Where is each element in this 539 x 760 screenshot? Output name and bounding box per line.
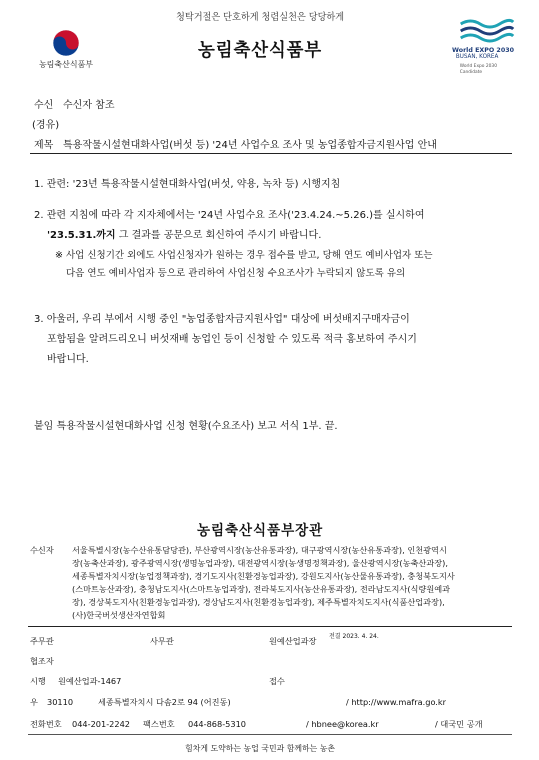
recipients-label: 수신자 <box>30 545 54 555</box>
footer-divider <box>28 734 512 735</box>
office-address: 세종특별자치시 다솜2로 94 (어진동) <box>98 697 231 707</box>
expo-small-2: Candidate <box>459 70 483 75</box>
subject-value: 특용작물시설현대화사업(버섯 등) '24년 사업수요 조사 및 농업종합자금지원사업 안내 <box>63 140 437 151</box>
item-3-line-3: 바랍니다. <box>47 354 89 365</box>
signoff-date: 전결 2023. 4. 24. <box>329 633 379 640</box>
disclosure-status: / 대국민 공개 <box>435 719 483 729</box>
recipients-line-6: (사)한국버섯생산자연합회 <box>72 610 166 620</box>
exec-value: 원예산업과-1467 <box>58 676 122 686</box>
postal-label: 우 <box>30 697 38 707</box>
note-line-1: ※ 사업 신청기간 외에도 사업신청자가 원하는 경우 접수를 받고, 당해 연도 예비사업자 또는 <box>55 250 433 261</box>
phone-label: 전화번호 <box>30 719 62 729</box>
staff-label: 주무관 <box>30 636 54 646</box>
item-1: 1. 관련: '23년 특용작물시설현대화사업(버섯, 약용, 녹차 등) 시행지침 <box>34 179 341 190</box>
item-3-line-1: 3. 아울러, 우리 부에서 시행 중인 "농업종합자금지원사업" 대상에 버섯배지구매자금이 <box>34 314 410 325</box>
slogan: 청탁거절은 단호하게 청렴실천은 당당하게 <box>175 12 345 23</box>
fax-label: 팩스번호 <box>143 719 175 729</box>
recipients-divider <box>28 626 512 627</box>
subject-label: 제목 <box>34 140 54 151</box>
expo-wave-icon <box>457 16 515 44</box>
recipient-value: 수신자 참조 <box>63 100 115 111</box>
phone-number: 044-201-2242 <box>72 719 131 729</box>
attachment: 붙임 특용작물시설현대화사업 신청 현황(수요조사) 보고 서식 1부. 끝. <box>34 421 338 432</box>
subject-divider <box>30 153 512 154</box>
manager-label: 사무관 <box>150 636 174 646</box>
expo-logo <box>452 16 520 80</box>
sender-title: 농림축산식품부장관 <box>196 523 324 539</box>
item-2-line-2-rest: 그 결과를 공문으로 회신하여 주시기 바랍니다. <box>115 230 322 241</box>
director-label: 원예산업과장 <box>269 636 317 646</box>
note-line-2: 다음 연도 예비사업자 등으로 관리하여 사업신청 수요조사가 누락되지 않도록 유의 <box>66 268 406 279</box>
deadline-date: '23.5.31.까지 <box>47 230 116 241</box>
receipt-label: 접수 <box>269 676 285 686</box>
item-3-line-2: 포함됨을 알려드리오니 버섯재배 농업인 등이 신청할 수 있도록 적극 홍보하여 주시기 <box>47 334 417 345</box>
recipients-line-4: (스마트농산과장), 충청남도지사(스마트농업과장), 전라북도지사(농산유통과장), 전라남도지사(식량원예과 <box>72 584 451 594</box>
recipients-line-2: 장(농축산과장), 광주광역시장(생명농업과장), 대전광역시장(농생명정책과장), 울산광역시장(농축산과장), <box>72 558 448 568</box>
expo-small-1: World Expo 2030 <box>459 64 497 69</box>
ministry-title: 농림축산식품부 <box>197 40 323 61</box>
recipients-line-5: 장), 경상북도지사(친환경농업과장), 경상남도지사(친환경농업과장), 제주특별자치도지사(식품산업과장), <box>72 597 445 607</box>
item-2-line-1: 2. 관련 지침에 따라 각 지자체에서는 '24년 사업수요 조사('23.4.24.~5.26.)를 실시하여 <box>34 210 425 221</box>
via-label: (경유) <box>32 120 60 131</box>
postal-code: 30110 <box>47 697 74 707</box>
fax-number: 044-868-5310 <box>188 719 247 729</box>
footer-motto: 힘차게 도약하는 농업 국민과 함께하는 농촌 <box>185 743 336 753</box>
email-link[interactable]: / hbnee@korea.kr <box>306 719 379 729</box>
recipient-label: 수신 <box>34 100 54 111</box>
exec-label: 시행 <box>30 676 46 686</box>
coop-label: 협조자 <box>30 656 54 666</box>
expo-title: World EXPO 2030 <box>452 46 515 54</box>
website-link[interactable]: / http://www.mafra.go.kr <box>346 697 447 707</box>
item-2-line-2 <box>47 226 321 241</box>
recipients-line-3: 세종특별자치시장(농업정책과장), 경기도지사(친환경농업과장), 강원도지사(농산물유통과장), 충청북도지사 <box>72 571 455 581</box>
ministry-logo-caption: 농림축산식품부 <box>38 60 94 69</box>
expo-subtitle: BUSAN, KOREA <box>455 54 499 60</box>
recipients-line-1: 서울특별시장(농수산유통담당관), 부산광역시장(농산유통과장), 대구광역시장(농산유통과장), 인천광역시 <box>72 545 447 555</box>
